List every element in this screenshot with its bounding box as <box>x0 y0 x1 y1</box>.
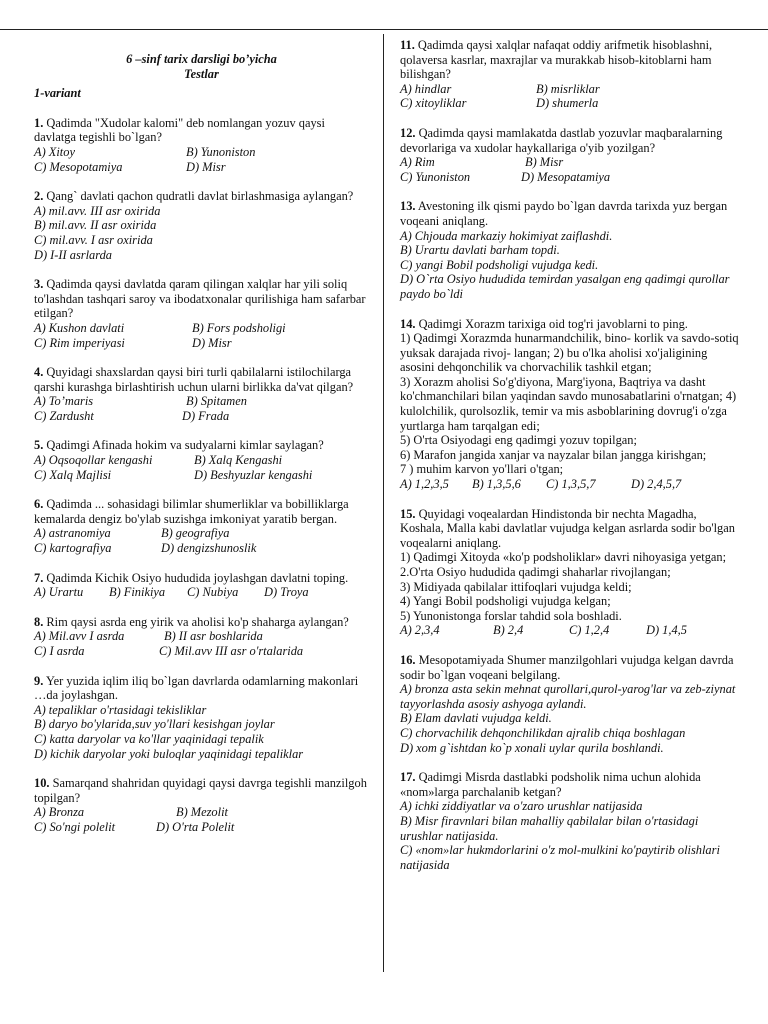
question-body: Qadimgi Misrda dastlabki podsholik nima uchun alohida «nom»larga parchalanib ketgan? <box>400 770 701 799</box>
option-b[interactable]: B) Misr <box>525 155 564 170</box>
options-row <box>34 394 369 409</box>
question-body: Qang` davlati qachon qudratli davlat birlashmasiga aylangan? <box>46 189 354 204</box>
question-number: 1. <box>34 115 44 130</box>
question-number: 14. <box>400 316 416 331</box>
option-c[interactable]: C) Mesopotamiya <box>34 159 123 174</box>
question-body: Qadimda "Xudolar kalomi" deb nomlangan yozuv qaysi davlatga tegishli bo`lgan? <box>34 115 325 145</box>
statement-5: 5) Yunonistonga forslar tahdid sola boshladi. <box>400 608 622 623</box>
option-b[interactable]: B) Urartu davlati barham topdi. <box>400 243 560 258</box>
question-6 <box>34 497 369 555</box>
column-divider <box>383 34 384 972</box>
option-b[interactable]: B) II asr boshlarida <box>164 629 263 644</box>
question-11 <box>400 38 742 111</box>
question-text <box>34 365 369 394</box>
question-body: Qadimda qaysi mamlakatda dastlab yozuvlar maqbaralarning devorlariga va xudolar haykallariga o'yib yozilgan? <box>400 125 723 155</box>
option-d[interactable]: D) Troya <box>264 585 309 600</box>
question-number: 4. <box>34 365 44 380</box>
question-text <box>34 116 369 145</box>
question-9 <box>34 674 369 762</box>
statement-3: 3) Midiyada qabilalar ittifoqlari vujudga keldi; <box>400 579 632 594</box>
left-column <box>34 52 369 850</box>
question-body: Qadimda Kichik Osiyo hududida joylashgan davlatni toping. <box>46 570 349 585</box>
option-b[interactable]: B) 2,4 <box>493 623 524 638</box>
question-text <box>34 615 369 630</box>
option-d[interactable]: D) Frada <box>182 408 230 423</box>
question-number: 15. <box>400 506 416 521</box>
question-text <box>34 571 369 586</box>
option-b[interactable]: B) Misr firavnlari bilan mahalliy qabilalar bilan o'rtasidagi urushlar natijasida. <box>400 813 699 843</box>
document-title: 6 –sinf tarix darsligi bo’yicha <box>126 52 277 66</box>
question-number: 10. <box>34 776 50 791</box>
option-c[interactable]: C) yangi Bobil podsholigi vujudga kedi. <box>400 257 599 272</box>
question-4 <box>34 365 369 423</box>
option-d[interactable]: C) Mil.avv III asr o'rtalarida <box>159 644 304 658</box>
question-number: 8. <box>34 614 44 629</box>
options-row <box>34 468 369 483</box>
question-text <box>34 189 369 204</box>
question-16 <box>400 653 742 755</box>
option-a[interactable]: A) Kushon davlati <box>34 320 125 335</box>
option-d[interactable]: D) xom g`ishtdan ko`p xonali uylar qurila boshlandi. <box>400 740 664 755</box>
question-number: 2. <box>34 189 44 204</box>
option-b[interactable]: B) daryo bo'ylarida,suv yo'llari kesishgan joylar <box>34 717 275 732</box>
options-row <box>400 477 742 492</box>
question-number: 13. <box>400 199 416 214</box>
right-column <box>400 38 742 887</box>
question-text <box>34 674 369 703</box>
option-c[interactable]: C) «nom»lar hukmdorlarini o'z mol-mulkini ko'paytirib olishlari natijasida <box>400 843 720 872</box>
option-a[interactable]: A) bronza asta sekin mehnat qurollari,qurol-yarog'lar va zeb-ziynat tayyorlashda asosiy ashyoga aylandi. <box>400 682 736 711</box>
option-b[interactable]: B) Mezolit <box>176 805 228 820</box>
document-subtitle: Testlar <box>184 66 219 81</box>
option-b[interactable]: B) misrliklar <box>536 81 600 96</box>
options-row <box>34 336 369 351</box>
option-d[interactable]: D) kichik daryolar yoki buloqlar yaqinidagi tepaliklar <box>34 746 304 761</box>
question-8 <box>34 615 369 659</box>
question-text <box>400 126 742 155</box>
option-c[interactable]: C) Yunoniston <box>400 169 471 184</box>
option-d[interactable]: D) I-II asrlarda <box>34 247 113 262</box>
option-b[interactable]: B) Elam davlati vujudga keldi. <box>400 711 552 726</box>
option-c[interactable]: C) Zardusht <box>34 408 94 423</box>
question-14 <box>400 317 742 492</box>
option-c[interactable]: C) Xalq Majlisi <box>34 467 112 482</box>
question-text <box>400 317 742 332</box>
option-c[interactable]: C) xitoyliklar <box>400 96 467 111</box>
option-c[interactable]: C) mil.avv. I asr oxirida <box>34 232 153 247</box>
option-a[interactable]: A) Bronza <box>34 805 85 820</box>
question-body: Mesopotamiyada Shumer manzilgohlari vujudga kelgan davrda sodir bo`lgan voqeani belgilang. <box>400 652 734 682</box>
option-a[interactable]: A) 1,2,3,5 <box>400 477 449 492</box>
statement-1-2: 1) Qadimgi Xorazmda hunarmandchilik, bino- korlik va savdo-sotiq yuksak darajada rivoj- langan; 2) bu o'lka aholisi xo'jaligining asosini dehqonchilik va chorvachilik tashkil etgan; <box>400 331 739 375</box>
option-c[interactable]: C) Nubiya <box>187 585 239 600</box>
question-text <box>34 497 369 526</box>
question-body: Qadimda ... sohasidagi bilimlar shumerliklar va bobilliklarga kemalarda dengiz bo'ylab suzishga imkoniyat yaratib bergan. <box>34 497 349 526</box>
option-d[interactable]: D) dengizshunoslik <box>161 541 257 556</box>
option-c[interactable]: C) So'ngi polelit <box>34 819 116 834</box>
option-a[interactable]: A) Urartu <box>34 585 84 600</box>
question-body: Qadimgi Afinada hokim va sudyalarni kimlar saylagan? <box>46 438 324 453</box>
statement-7: 7 ) muhim karvon yo'llari o'tgan; <box>400 462 564 477</box>
option-c[interactable]: C) Rim imperiyasi <box>34 335 125 350</box>
question-number: 12. <box>400 125 416 140</box>
question-body: Samarqand shahridan quyidagi qaysi davrga tegishli manzilgoh topilgan? <box>34 776 367 805</box>
question-text <box>400 38 742 82</box>
question-number: 9. <box>34 673 44 688</box>
question-number: 16. <box>400 652 416 667</box>
question-body: Qadimda qaysi davlatda qaram qilingan xalqlar har yili soliq to'lashdan tashqari saroy va ibodatxonalar qurilishiga ham safarbar etilgan? <box>34 277 366 321</box>
options-row <box>34 644 369 659</box>
option-a[interactable]: A) Mil.avv I asrda <box>34 629 125 644</box>
option-d[interactable]: D) 2,4,5,7 <box>631 477 682 492</box>
option-d[interactable]: D) shumerla <box>536 96 599 111</box>
options-row <box>34 160 369 175</box>
options-row <box>34 321 369 336</box>
question-body: Avestoning ilk qismi paydo bo`lgan davrda tarixda yuz bergan voqeani aniqlang. <box>400 199 728 228</box>
options-row <box>34 820 369 835</box>
question-12 <box>400 126 742 184</box>
question-text <box>34 277 369 321</box>
question-number: 17. <box>400 770 416 785</box>
statement-4: 4) Yangi Bobil podsholigi vujudga kelgan; <box>400 594 611 609</box>
option-c[interactable]: C) 1,2,4 <box>569 623 610 638</box>
option-a[interactable]: A) ichki ziddiyatlar va o'zaro urushlar natijasida <box>400 799 643 814</box>
option-c[interactable]: C) 1,3,5,7 <box>546 477 596 492</box>
question-body: Rim qaysi asrda eng yirik va aholisi ko'p shaharga aylangan? <box>46 614 349 629</box>
question-text <box>34 438 369 453</box>
option-a[interactable]: A) To’maris <box>34 394 94 409</box>
option-a[interactable]: A) tepaliklar o'rtasidagi tekisliklar <box>34 702 207 717</box>
option-c[interactable]: C) I asrda <box>34 644 85 658</box>
options-row <box>34 629 369 644</box>
option-d[interactable]: D) Beshyuzlar kengashi <box>194 467 313 482</box>
options-row <box>34 541 369 556</box>
option-d[interactable]: D) O`rta Osiyo hududida temirdan yasalgan eng qadimgi qurollar paydo bo`ldi <box>400 272 730 301</box>
option-b[interactable]: B) 1,3,5,6 <box>472 477 521 492</box>
top-rule <box>0 29 768 30</box>
question-1 <box>34 116 369 174</box>
options-row <box>400 623 742 638</box>
option-a[interactable]: A) 2,3,4 <box>400 623 440 638</box>
question-number: 5. <box>34 438 44 453</box>
options-row <box>400 82 742 97</box>
options-row <box>34 585 369 600</box>
option-c[interactable]: C) kartografiya <box>34 541 112 556</box>
statement-1-2: 1) Qadimgi Xitoyda «ko'p podsholiklar» davri nihoyasiga yetgan; 2.O'rta Osiyo hududida qadimgi shaharlar rivojlangan; <box>400 550 727 579</box>
option-b[interactable]: B) Finikiya <box>109 585 166 600</box>
question-number: 6. <box>34 497 44 512</box>
question-15 <box>400 507 742 638</box>
option-a[interactable]: A) astranomiya <box>34 526 111 541</box>
option-b[interactable]: B) Xalq Kengashi <box>194 453 283 468</box>
question-number: 7. <box>34 570 44 585</box>
option-b[interactable]: B) Spitamen <box>186 394 247 409</box>
question-number: 11. <box>400 38 415 52</box>
option-a[interactable]: A) Rim <box>400 155 435 170</box>
option-d[interactable]: D) Misr <box>186 159 226 174</box>
option-a[interactable]: A) Oqsoqollar kengashi <box>34 453 153 468</box>
question-body: Qadimgi Xorazm tarixiga oid tog'ri javoblarni to ping. <box>418 316 688 331</box>
option-d[interactable]: D) 1,4,5 <box>646 623 687 638</box>
option-a[interactable]: A) Chjouda markaziy hokimiyat zaiflashdi. <box>400 228 613 243</box>
question-13 <box>400 199 742 301</box>
options-row <box>34 526 369 541</box>
option-c[interactable]: C) katta daryolar va ko'llar yaqinidagi tepalik <box>34 731 264 746</box>
option-d[interactable]: D) O'rta Polelit <box>156 819 235 834</box>
options-row <box>34 805 369 820</box>
variant-label: 1-variant <box>34 86 81 101</box>
question-number: 3. <box>34 277 44 292</box>
question-body: Yer yuzida iqlim iliq bo`lgan davrlarda odamlarning makonlari …da joylashgan. <box>34 673 359 703</box>
question-text <box>400 653 742 682</box>
option-b[interactable]: B) geografiya <box>161 526 230 541</box>
question-text <box>400 199 742 228</box>
question-body: Quyidagi voqealardan Hindistonda bir nechta Magadha, Koshala, Malla kabi davlatlar vujudga kelgan asrlarda sodir bo'lgan voqealarni aniqlang. <box>400 506 735 550</box>
statement-5: 5) O'rta Osiyodagi eng qadimgi yozuv topilgan; <box>400 433 637 448</box>
question-5 <box>34 438 369 482</box>
option-b[interactable]: B) Fors podsholigi <box>192 320 286 335</box>
option-d[interactable]: D) Mesopatamiya <box>521 169 611 184</box>
question-text <box>400 770 742 799</box>
option-b[interactable]: B) Yunoniston <box>186 144 256 159</box>
question-text <box>400 507 742 551</box>
question-3 <box>34 277 369 350</box>
question-10 <box>34 776 369 834</box>
option-b[interactable]: B) mil.avv. II asr oxirida <box>34 218 157 233</box>
option-a[interactable]: A) Xitoy <box>34 144 75 159</box>
option-a[interactable]: A) mil.avv. III asr oxirida <box>34 203 161 218</box>
question-2 <box>34 189 369 262</box>
question-text <box>34 776 369 805</box>
statement-3-4: 3) Xorazm aholisi So'g'diyona, Marg'iyona, Baqtriya va dasht ko'chmanchilari bilan yaqindan savdo munosabatlarini o'rnatgan; 4) kulolchilik, qurolsozlik, temir va mis asboblarining dovrug'i o'zga yurtlarga ham tarqalgan edi; <box>400 374 737 433</box>
option-c[interactable]: C) chorvachilik dehqonchilikdan ajralib chiqa boshlagan <box>400 725 686 740</box>
option-a[interactable]: A) hindlar <box>400 81 452 96</box>
question-7 <box>34 571 369 600</box>
question-body: Quyidagi shaxslardan qaysi biri turli qabilalarni istilochilarga qarshi kurashga birlashtirish uchun ularni birlikka da'vat qilgan? <box>34 365 354 394</box>
statement-6: 6) Marafon jangida xanjar va nayzalar bilan jangga kirishgan; <box>400 447 707 462</box>
options-row <box>34 145 369 160</box>
options-row <box>400 155 742 170</box>
option-d[interactable]: D) Misr <box>192 335 232 350</box>
options-row <box>400 96 742 111</box>
question-body: Qadimda qaysi xalqlar nafaqat oddiy arifmetik hisoblashni, qolaversa kasrlar, maxrajlar va murakkab hisob-kitoblarni ham bilishgan? <box>400 38 713 82</box>
question-17 <box>400 770 742 872</box>
options-row <box>400 170 742 185</box>
options-row <box>34 409 369 424</box>
options-row <box>34 453 369 468</box>
